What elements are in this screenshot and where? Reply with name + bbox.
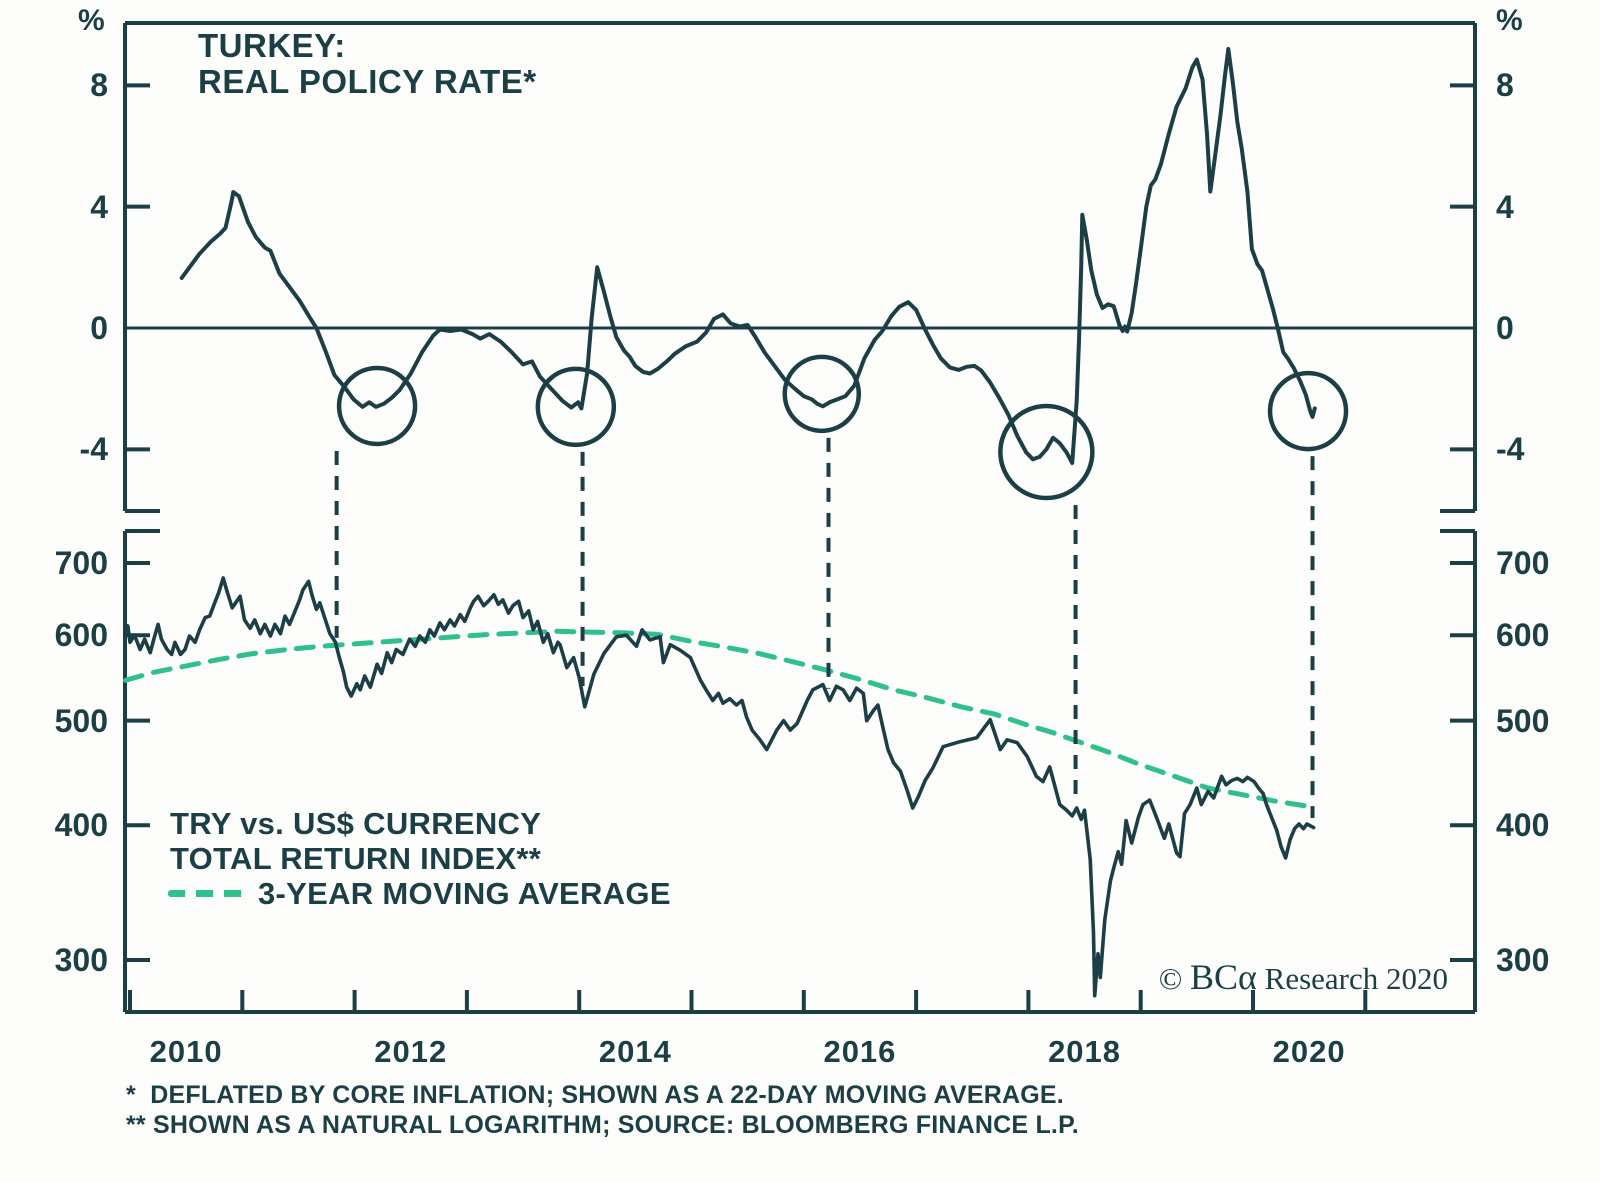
legend-series-line2: TOTAL RETURN INDEX** bbox=[170, 841, 542, 876]
moving-average-dash-swatch bbox=[168, 890, 250, 897]
x-axis-year-label: 2010 bbox=[149, 1034, 223, 1069]
top-right-tick-label: 8 bbox=[1496, 67, 1514, 104]
chart-title-line1: TURKEY: bbox=[198, 27, 346, 64]
x-axis-year-label: 2016 bbox=[823, 1034, 897, 1069]
bottom-right-tick-label: 500 bbox=[1496, 702, 1550, 739]
bottom-right-tick-label: 700 bbox=[1496, 545, 1550, 581]
top-right-tick-label: 4 bbox=[1496, 188, 1514, 225]
footnote-line1: * DEFLATED BY CORE INFLATION; SHOWN AS A 22-DAY MOVING AVERAGE. bbox=[126, 1081, 1064, 1109]
top-left-tick-label: 4 bbox=[90, 188, 108, 225]
bottom-right-tick-label: 300 bbox=[1496, 942, 1550, 978]
bottom-right-tick-label: 400 bbox=[1496, 807, 1550, 844]
copyright-prefix: © bbox=[1158, 961, 1190, 996]
legend-moving-average-label: 3-YEAR MOVING AVERAGE bbox=[258, 876, 671, 911]
legend-series-line1: TRY vs. US$ CURRENCY bbox=[170, 806, 542, 841]
bottom-left-tick-label: 700 bbox=[54, 545, 108, 581]
top-right-tick-label: -4 bbox=[1496, 431, 1525, 468]
bottom-left-tick-label: 600 bbox=[54, 617, 108, 654]
top-left-tick-label: -4 bbox=[79, 431, 108, 468]
x-axis-year-label: 2012 bbox=[374, 1034, 448, 1069]
bottom-left-tick-label: 400 bbox=[54, 807, 108, 844]
x-axis-year-label: 2018 bbox=[1048, 1034, 1122, 1069]
chart-title-line2: REAL POLICY RATE* bbox=[198, 63, 537, 100]
copyright-suffix: Research 2020 bbox=[1256, 961, 1448, 996]
top-left-tick-label: 0 bbox=[90, 310, 108, 346]
copyright-note bbox=[1159, 956, 1448, 998]
x-axis-year-label: 2020 bbox=[1272, 1034, 1346, 1069]
top-axis-unit-right: % bbox=[1496, 4, 1523, 37]
bottom-left-tick-label: 500 bbox=[54, 702, 108, 739]
top-right-tick-label: 0 bbox=[1496, 310, 1514, 346]
copyright-brand: BCα bbox=[1190, 957, 1257, 997]
bottom-right-tick-label: 600 bbox=[1496, 617, 1550, 654]
footnote-line2: ** SHOWN AS A NATURAL LOGARITHM; SOURCE: BLOOMBERG FINANCE L.P. bbox=[126, 1111, 1079, 1139]
x-axis-year-label: 2014 bbox=[598, 1034, 672, 1069]
bottom-left-tick-label: 300 bbox=[54, 942, 108, 978]
top-axis-unit-left: % bbox=[78, 4, 105, 37]
top-left-tick-label: 8 bbox=[90, 67, 108, 104]
